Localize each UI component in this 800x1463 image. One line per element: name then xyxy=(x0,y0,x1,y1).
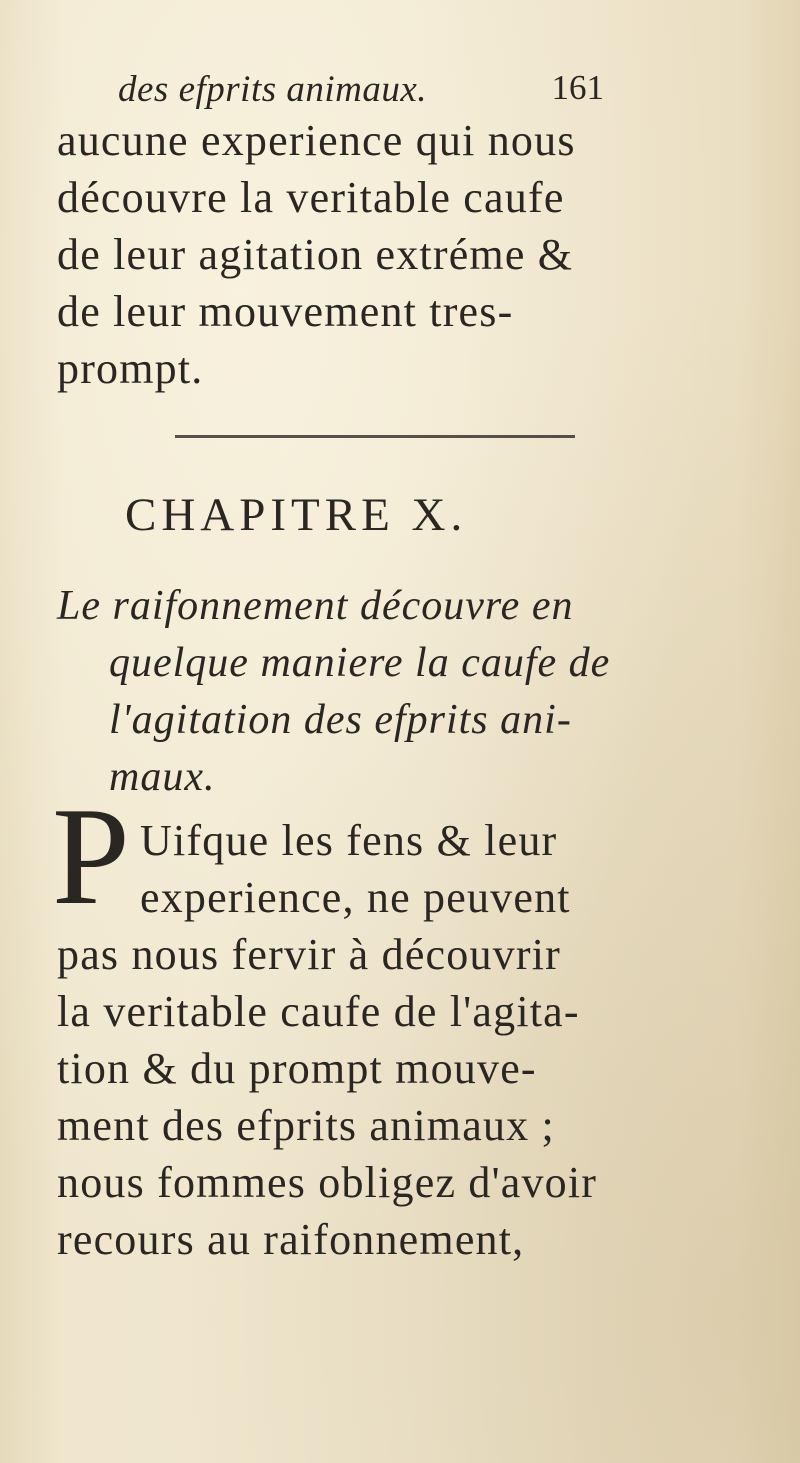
opening-text xyxy=(57,112,617,397)
chapter-summary xyxy=(57,578,647,806)
text-line: prompt. xyxy=(57,344,204,393)
running-head xyxy=(118,68,604,114)
text-line: recours au raifonnement, xyxy=(57,1215,525,1264)
summary-line: quelque maniere la caufe de xyxy=(109,640,611,686)
text-line: la veritable caufe de l'agita- xyxy=(57,987,580,1036)
chapter-heading: CHAPITRE X. xyxy=(125,489,468,541)
text-line: ment des efprits animaux ; xyxy=(57,1101,555,1150)
drop-cap: P xyxy=(52,779,130,934)
text-line: Uifque les fens & leur xyxy=(140,816,558,865)
text-line: de leur agitation extréme & xyxy=(57,230,574,279)
text-line: tion & du prompt mouve- xyxy=(57,1044,537,1093)
summary-line: maux. xyxy=(109,754,216,800)
paragraph-first-lines xyxy=(140,812,571,926)
text-line: experience, ne peuvent xyxy=(140,873,571,922)
chapter-divider-rule xyxy=(175,435,575,438)
text-line: aucune experience qui nous xyxy=(57,116,576,165)
page-number: 161 xyxy=(551,68,604,107)
summary-line: l'agitation des efprits ani- xyxy=(109,697,572,743)
text-line: découvre la veritable caufe xyxy=(57,173,565,222)
text-line: nous fommes obligez d'avoir xyxy=(57,1158,598,1207)
text-line: pas nous fervir à découvrir xyxy=(57,930,562,979)
running-title: des efprits animaux. xyxy=(118,69,428,110)
paragraph-body xyxy=(57,926,597,1268)
text-line: de leur mouvement tres- xyxy=(57,287,514,336)
summary-line: Le raifonnement découvre en xyxy=(57,583,574,629)
